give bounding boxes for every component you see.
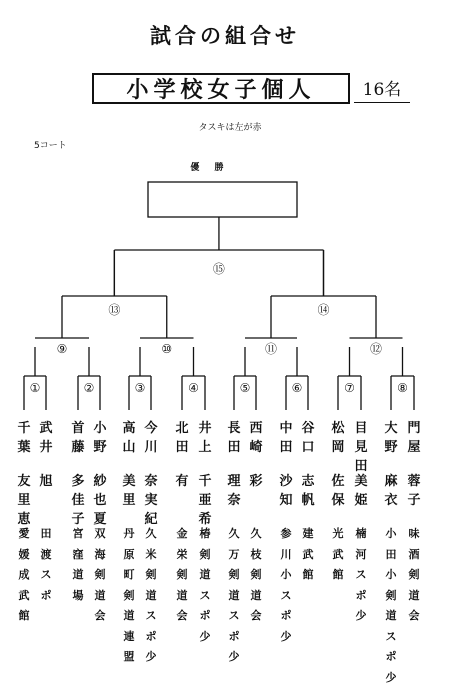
player-surname <box>277 419 295 457</box>
char: 亜 <box>198 493 212 508</box>
char: 田 <box>175 440 189 455</box>
char: 夏 <box>93 512 107 527</box>
player-surname <box>225 419 243 457</box>
char: 道 <box>250 588 262 602</box>
player-surname <box>91 419 109 457</box>
player-school-text <box>129 668 130 669</box>
char: 会 <box>408 609 420 622</box>
player-surname <box>352 419 370 476</box>
char: 彩 <box>249 474 263 489</box>
court-label: 5コート <box>34 141 67 151</box>
player-school <box>225 524 243 668</box>
match-number: ⑥ <box>291 381 303 395</box>
char: 参 <box>280 527 292 540</box>
char: 北 <box>175 421 189 436</box>
player-school <box>299 524 317 586</box>
char: 楠 <box>355 527 367 540</box>
player-surname <box>173 419 191 457</box>
char: 館 <box>18 609 30 622</box>
match-number: ⑤ <box>239 381 251 395</box>
char: 光 <box>332 527 344 540</box>
match-number: ⑦ <box>344 381 355 395</box>
char: 大 <box>384 421 398 436</box>
char: 会 <box>176 609 188 622</box>
match-number: ⑩ <box>161 342 173 356</box>
char: 谷 <box>301 421 315 436</box>
char: 美 <box>122 474 136 489</box>
char: 衣 <box>384 493 398 508</box>
char: 道 <box>94 588 106 602</box>
char: ポ <box>199 609 211 622</box>
char: 保 <box>331 493 345 508</box>
char: ス <box>385 629 397 643</box>
char: ポ <box>280 609 292 622</box>
char: 剣 <box>385 588 397 602</box>
char: 会 <box>250 609 262 622</box>
char: 帆 <box>301 493 315 508</box>
char: 也 <box>93 493 107 508</box>
player-given <box>352 472 370 510</box>
char: 井 <box>39 440 53 455</box>
player-given <box>329 472 347 510</box>
player-surname <box>15 419 33 457</box>
player-surname <box>247 419 265 457</box>
char: 道 <box>145 588 157 602</box>
char: 武 <box>302 547 314 561</box>
char: 剣 <box>228 568 240 581</box>
char: 双 <box>94 527 106 540</box>
char: 崎 <box>249 440 263 455</box>
char: 西 <box>249 421 263 436</box>
char: 美 <box>354 474 368 489</box>
player-school <box>142 524 160 668</box>
player-given <box>277 472 295 510</box>
char: 蓉 <box>407 474 421 489</box>
char: 小 <box>385 527 397 540</box>
page-title: 試合の組合せ <box>150 23 300 48</box>
match-number: ⑧ <box>397 381 408 395</box>
char: 川 <box>144 440 158 455</box>
char: 栄 <box>176 547 188 561</box>
char: 川 <box>280 547 292 561</box>
event-title: 小学校女子個人 <box>126 77 316 103</box>
char: 麻 <box>384 474 398 489</box>
char: 剣 <box>123 588 135 602</box>
player-surname <box>382 419 400 457</box>
char: ス <box>199 588 211 602</box>
char: 道 <box>72 568 84 581</box>
player-given <box>37 472 55 491</box>
match-number: ③ <box>134 381 146 395</box>
player-given <box>91 472 109 529</box>
player-surname <box>142 419 160 457</box>
match-number: ⑨ <box>56 342 68 356</box>
player-given <box>225 472 243 510</box>
match-number: ① <box>29 381 41 395</box>
match-number: ⑬ <box>108 303 121 317</box>
char: ス <box>228 609 240 622</box>
char: 久 <box>250 527 262 540</box>
char: 上 <box>198 440 212 455</box>
player-school <box>15 524 33 627</box>
char: 葉 <box>17 440 31 455</box>
char: 長 <box>227 421 241 436</box>
char: 道 <box>228 588 240 602</box>
char: 山 <box>122 440 136 455</box>
match-number: ⑮ <box>212 262 225 276</box>
match-number: ④ <box>188 381 199 395</box>
char: 小 <box>93 421 107 436</box>
char: 原 <box>123 547 135 561</box>
player-given <box>15 472 33 529</box>
player-given <box>382 472 400 510</box>
player-school <box>173 524 191 627</box>
player-given <box>196 472 214 529</box>
player-surname <box>69 419 87 457</box>
char: ス <box>145 609 157 622</box>
char: ス <box>355 568 367 581</box>
char: 武 <box>39 421 53 436</box>
char: 道 <box>176 588 188 602</box>
char: 恵 <box>17 512 31 527</box>
char: 子 <box>71 512 85 527</box>
char: 武 <box>332 547 344 561</box>
char: 万 <box>228 547 240 561</box>
char: 千 <box>198 474 212 489</box>
sash-note: タスキは左が赤 <box>198 123 262 133</box>
char: 館 <box>332 568 344 581</box>
char: ポ <box>145 629 157 643</box>
char: 道 <box>123 609 135 622</box>
char: 佐 <box>331 474 345 489</box>
char: 久 <box>228 527 240 540</box>
player-school <box>329 524 347 586</box>
player-given <box>299 472 317 510</box>
char: 渡 <box>40 547 52 561</box>
char: 椿 <box>199 527 211 540</box>
player-given <box>120 472 138 510</box>
char: 野 <box>384 440 398 455</box>
player-school <box>277 524 295 647</box>
char: 旭 <box>39 474 53 489</box>
char: 剣 <box>145 568 157 581</box>
char: 屋 <box>407 440 421 455</box>
char: 有 <box>175 474 189 489</box>
char: 少 <box>199 629 211 643</box>
char: ポ <box>385 650 397 663</box>
char: 理 <box>227 474 241 489</box>
char: ス <box>280 588 292 602</box>
char: 金 <box>176 527 188 540</box>
player-given <box>69 472 87 529</box>
char: 藤 <box>71 440 85 455</box>
char: 海 <box>94 547 106 561</box>
char: 知 <box>279 493 293 508</box>
char: 岡 <box>331 440 345 455</box>
player-surname <box>37 419 55 457</box>
match-number: ⑫ <box>369 342 383 356</box>
char: 少 <box>280 629 292 643</box>
char: 姫 <box>354 493 368 508</box>
char: 連 <box>123 629 135 643</box>
player-surname <box>405 419 423 457</box>
player-school <box>405 524 423 627</box>
char: 首 <box>71 421 85 436</box>
char: 久 <box>145 527 157 540</box>
char: 少 <box>385 670 397 684</box>
player-school <box>352 524 370 627</box>
char: 奈 <box>144 474 158 489</box>
char: 丹 <box>123 527 135 540</box>
char: 目 <box>354 421 368 436</box>
char: 建 <box>302 527 314 540</box>
player-school-text <box>151 668 152 669</box>
char: 口 <box>301 440 315 455</box>
char: 佳 <box>71 493 85 508</box>
player-school <box>91 524 109 627</box>
char: 高 <box>122 421 136 436</box>
char: 剣 <box>250 568 262 581</box>
char: 少 <box>355 609 367 622</box>
char: ス <box>40 568 52 581</box>
char: 河 <box>355 547 367 561</box>
char: 見 <box>354 440 368 455</box>
char: 盟 <box>123 650 135 663</box>
player-given <box>247 472 265 491</box>
char: 少 <box>228 650 240 663</box>
char: 志 <box>301 474 315 489</box>
player-surname <box>196 419 214 457</box>
char: 田 <box>40 527 52 540</box>
char: 武 <box>18 588 30 602</box>
char: 場 <box>72 588 84 602</box>
player-school <box>196 524 214 647</box>
char: 剣 <box>94 568 106 581</box>
match-number: ⑭ <box>317 303 330 317</box>
player-school <box>69 524 87 606</box>
char: ポ <box>355 588 367 602</box>
char: 里 <box>122 493 136 508</box>
char: 館 <box>302 568 314 581</box>
player-given <box>142 472 160 529</box>
char: 剣 <box>408 568 420 581</box>
player-surname <box>299 419 317 457</box>
char: 田 <box>279 440 293 455</box>
char: ポ <box>228 629 240 643</box>
char: 宮 <box>72 527 84 540</box>
char: 愛 <box>18 527 30 540</box>
char: 門 <box>407 421 421 436</box>
char: 会 <box>94 609 106 622</box>
char: 子 <box>407 493 421 508</box>
match-number: ② <box>83 381 95 395</box>
char: 小 <box>280 568 292 581</box>
char: 沙 <box>279 474 293 489</box>
char: 千 <box>17 421 31 436</box>
char: 道 <box>408 588 420 602</box>
player-surname <box>120 419 138 457</box>
char: 少 <box>145 650 157 663</box>
champion-box <box>148 182 297 217</box>
player-school <box>382 524 400 688</box>
player-school <box>247 524 265 627</box>
char: 成 <box>18 568 30 581</box>
char: 野 <box>93 440 107 455</box>
char: 多 <box>71 474 85 489</box>
player-given <box>173 472 191 491</box>
char: 剣 <box>176 568 188 581</box>
match-number: ⑪ <box>264 342 278 356</box>
char: 田 <box>385 547 397 561</box>
player-given <box>405 472 423 510</box>
player-school <box>37 524 55 606</box>
char: 里 <box>17 493 31 508</box>
char: 町 <box>123 568 135 581</box>
char: 田 <box>354 459 368 474</box>
char: 媛 <box>18 547 30 561</box>
player-school <box>120 524 138 668</box>
char: 剣 <box>199 547 211 561</box>
char: 友 <box>17 474 31 489</box>
char: 田 <box>227 440 241 455</box>
char: 中 <box>279 421 293 436</box>
char: 枝 <box>250 547 262 561</box>
char: 実 <box>144 493 158 508</box>
char: 米 <box>145 547 157 561</box>
char: 紗 <box>93 474 107 489</box>
char: 希 <box>198 512 212 527</box>
char: 紀 <box>144 512 158 527</box>
char: 松 <box>331 421 345 436</box>
player-surname <box>329 419 347 457</box>
player-count: 16名 <box>354 79 410 103</box>
char: 小 <box>385 568 397 581</box>
char: 道 <box>199 568 211 581</box>
champion-label: 優 勝 <box>190 163 230 173</box>
player-school-text <box>234 668 235 669</box>
char: 酒 <box>408 547 420 561</box>
char: 今 <box>144 421 158 436</box>
char: 味 <box>408 527 420 540</box>
char: 井 <box>198 421 212 436</box>
char: 窪 <box>72 547 84 561</box>
char: 道 <box>385 609 397 622</box>
char: 奈 <box>227 493 241 508</box>
char: ポ <box>40 588 52 602</box>
